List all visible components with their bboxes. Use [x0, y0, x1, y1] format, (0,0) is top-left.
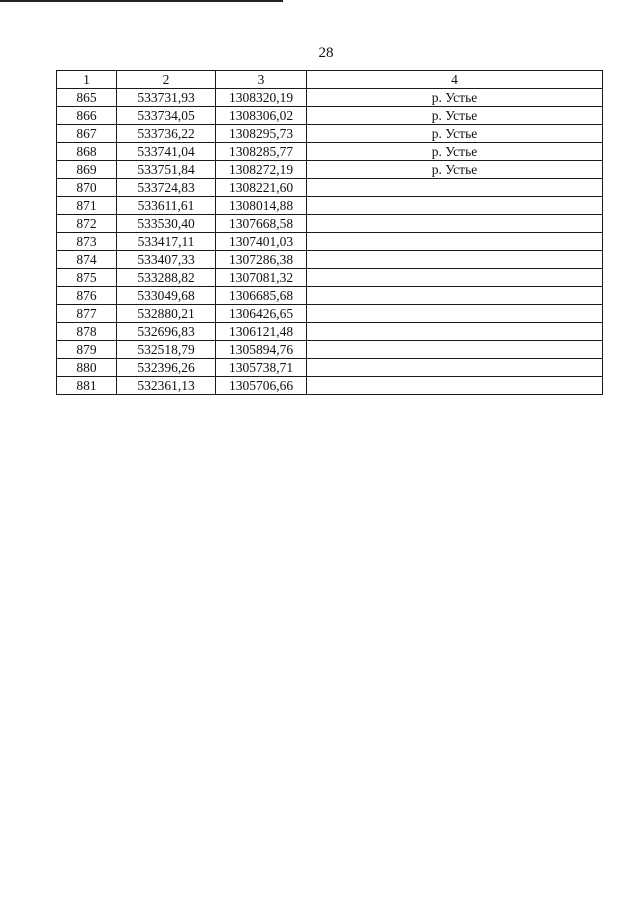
note-cell: р. Устье — [307, 89, 603, 107]
x-coordinate-cell: 532361,13 — [117, 377, 216, 395]
point-number-cell: 878 — [57, 323, 117, 341]
note-cell — [307, 323, 603, 341]
table-row — [57, 323, 603, 341]
table-row — [57, 233, 603, 251]
point-number-cell: 872 — [57, 215, 117, 233]
y-coordinate-cell: 1307081,32 — [216, 269, 307, 287]
note-cell: р. Устье — [307, 107, 603, 125]
table-row — [57, 143, 603, 161]
y-coordinate-cell: 1308295,73 — [216, 125, 307, 143]
note-cell — [307, 341, 603, 359]
y-coordinate-cell: 1308285,77 — [216, 143, 307, 161]
point-number-cell: 865 — [57, 89, 117, 107]
point-number-cell: 881 — [57, 377, 117, 395]
y-coordinate-cell: 1308221,60 — [216, 179, 307, 197]
table-row — [57, 287, 603, 305]
table-header-row — [57, 71, 603, 89]
point-number-cell: 867 — [57, 125, 117, 143]
y-coordinate-cell: 1305894,76 — [216, 341, 307, 359]
note-cell — [307, 233, 603, 251]
x-coordinate-cell: 532696,83 — [117, 323, 216, 341]
x-coordinate-cell: 533736,22 — [117, 125, 216, 143]
note-cell — [307, 269, 603, 287]
table-row — [57, 377, 603, 395]
x-coordinate-cell: 533751,84 — [117, 161, 216, 179]
point-number-cell: 868 — [57, 143, 117, 161]
table-row — [57, 359, 603, 377]
point-number-cell: 877 — [57, 305, 117, 323]
table-row — [57, 251, 603, 269]
note-cell — [307, 359, 603, 377]
table-row — [57, 179, 603, 197]
y-coordinate-cell: 1306685,68 — [216, 287, 307, 305]
x-coordinate-cell: 533741,04 — [117, 143, 216, 161]
page-number: 28 — [318, 45, 334, 61]
top-rule — [0, 0, 283, 2]
y-coordinate-cell: 1305738,71 — [216, 359, 307, 377]
note-cell: р. Устье — [307, 161, 603, 179]
table-row — [57, 305, 603, 323]
y-coordinate-cell: 1307286,38 — [216, 251, 307, 269]
note-cell — [307, 197, 603, 215]
x-coordinate-cell: 533288,82 — [117, 269, 216, 287]
y-coordinate-cell: 1307401,03 — [216, 233, 307, 251]
point-number-cell: 873 — [57, 233, 117, 251]
x-coordinate-cell: 533611,61 — [117, 197, 216, 215]
x-coordinate-cell: 533417,11 — [117, 233, 216, 251]
x-coordinate-cell: 533734,05 — [117, 107, 216, 125]
column-header: 2 — [117, 71, 216, 89]
note-cell — [307, 215, 603, 233]
table-row — [57, 215, 603, 233]
point-number-cell: 869 — [57, 161, 117, 179]
note-cell — [307, 251, 603, 269]
table-row — [57, 197, 603, 215]
point-number-cell: 866 — [57, 107, 117, 125]
table-row — [57, 107, 603, 125]
x-coordinate-cell: 533049,68 — [117, 287, 216, 305]
y-coordinate-cell: 1305706,66 — [216, 377, 307, 395]
point-number-cell: 870 — [57, 179, 117, 197]
point-number-cell: 875 — [57, 269, 117, 287]
y-coordinate-cell: 1308320,19 — [216, 89, 307, 107]
column-header: 4 — [307, 71, 603, 89]
table-row — [57, 341, 603, 359]
y-coordinate-cell: 1307668,58 — [216, 215, 307, 233]
note-cell — [307, 305, 603, 323]
table-row — [57, 89, 603, 107]
table-row — [57, 125, 603, 143]
x-coordinate-cell: 533407,33 — [117, 251, 216, 269]
note-cell: р. Устье — [307, 125, 603, 143]
y-coordinate-cell: 1308306,02 — [216, 107, 307, 125]
x-coordinate-cell: 532880,21 — [117, 305, 216, 323]
y-coordinate-cell: 1306426,65 — [216, 305, 307, 323]
point-number-cell: 879 — [57, 341, 117, 359]
coordinates-table — [56, 70, 603, 395]
x-coordinate-cell: 532518,79 — [117, 341, 216, 359]
note-cell — [307, 287, 603, 305]
table-row — [57, 269, 603, 287]
y-coordinate-cell: 1308272,19 — [216, 161, 307, 179]
note-cell — [307, 179, 603, 197]
point-number-cell: 876 — [57, 287, 117, 305]
y-coordinate-cell: 1308014,88 — [216, 197, 307, 215]
x-coordinate-cell: 533530,40 — [117, 215, 216, 233]
column-header: 1 — [57, 71, 117, 89]
table-body — [57, 89, 603, 395]
note-cell: р. Устье — [307, 143, 603, 161]
x-coordinate-cell: 532396,26 — [117, 359, 216, 377]
point-number-cell: 871 — [57, 197, 117, 215]
x-coordinate-cell: 533731,93 — [117, 89, 216, 107]
x-coordinate-cell: 533724,83 — [117, 179, 216, 197]
point-number-cell: 874 — [57, 251, 117, 269]
point-number-cell: 880 — [57, 359, 117, 377]
table-row — [57, 161, 603, 179]
column-header: 3 — [216, 71, 307, 89]
y-coordinate-cell: 1306121,48 — [216, 323, 307, 341]
note-cell — [307, 377, 603, 395]
